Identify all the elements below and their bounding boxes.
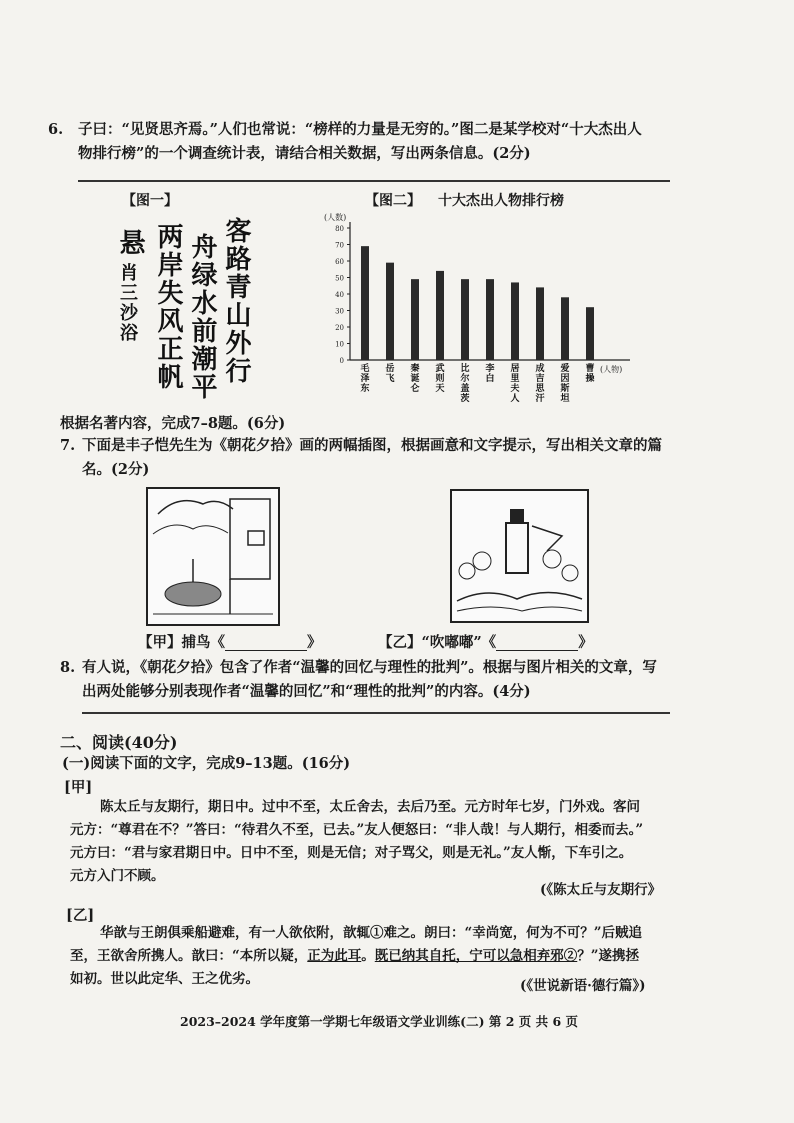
category-label-char: 思 (535, 384, 545, 394)
section-sub: (一)阅读下面的文字，完成9–13题。(16分) (62, 755, 351, 772)
bar (511, 282, 519, 360)
bar (386, 263, 394, 360)
section-heading: 二、阅读(40分) (60, 733, 178, 752)
figure1-label: 【图一】 (122, 193, 178, 209)
page-footer: 2023–2024 学年度第一学期七年级语文学业训练(二) 第 2 页 共 6 页 (180, 1014, 579, 1029)
category-label-char: 飞 (385, 374, 395, 384)
illustration-jia (146, 487, 280, 626)
bar (561, 297, 569, 360)
passage-jia-line-2: 元方：“尊君在不？”答曰：“待君久不至，已去。”友人便怒曰：“非人哉！与人期行，相委而去。” (70, 822, 644, 838)
ranking-bar-chart (320, 210, 650, 405)
y-tick-label: 20 (335, 324, 344, 332)
caption-yi-text: 【乙】“吹嘟嘟”《 (378, 634, 497, 651)
y-tick-label: 60 (335, 258, 344, 266)
y-tick-label: 30 (335, 307, 344, 316)
passage-yi-line-2-b: 。 (361, 948, 375, 964)
calligraphy-col-2: 舟绿水前潮平 (187, 233, 217, 401)
category-label-char: 因 (560, 374, 570, 384)
category-label-char: 秦 (410, 364, 420, 374)
category-label-char: 比 (460, 364, 470, 374)
divider-2 (82, 712, 670, 714)
q6-number: 6. (48, 121, 64, 138)
caption-yi-close: 》 (578, 634, 593, 651)
passage-yi-line-1: 华歆与王朗俱乘船避难，有一人欲依附，歆辄①难之。朗曰：“幸尚宽，何为不可？”后贼追 (100, 925, 643, 941)
category-label-char: 诞 (410, 374, 420, 384)
bird-catching-drawing (148, 489, 278, 624)
q8-line2: 出两处能够分别表现作者“温馨的回忆”和“理性的批判”的内容。(4分) (82, 683, 531, 700)
passage-yi-line-2-c: ？”遂携拯 (577, 948, 640, 964)
intro-7-8: 根据名著内容，完成7–8题。(6分) (60, 415, 286, 432)
parade-drawing (452, 491, 587, 621)
category-label-char: 汗 (535, 394, 545, 404)
calligraphy-col-3: 两岸失风正帆 (153, 223, 183, 391)
category-label-char: 则 (435, 374, 445, 384)
y-tick-label: 0 (339, 357, 344, 365)
calligraphy-col-1: 客路青山外行 (221, 217, 251, 385)
bar (436, 271, 444, 360)
category-label-char: 人 (510, 394, 520, 404)
answer-blank-yi[interactable] (496, 636, 578, 651)
q7-number: 7. (60, 437, 76, 454)
y-tick-label: 80 (335, 225, 344, 233)
caption-jia-text: 【甲】捕鸟《 (138, 634, 225, 651)
figure2-label: 【图二】 (365, 193, 421, 209)
category-label-char: 夫 (510, 384, 520, 394)
passage-yi-line-2-a: 至，王欲舍所携人。歆曰：“本所以疑， (70, 948, 308, 964)
y-tick-label: 50 (335, 274, 344, 283)
calligraphy-col-4: 悬 (115, 229, 145, 257)
underlined-phrase-1: 正为此耳 (307, 948, 362, 964)
bar (486, 279, 494, 360)
category-label-char: 里 (510, 374, 520, 384)
category-label-char: 坦 (560, 394, 570, 404)
q7-line2: 名。(2分) (82, 461, 150, 478)
category-label-char: 斯 (560, 384, 570, 394)
illustration-yi (450, 489, 589, 623)
caption-jia (138, 631, 322, 655)
passage-yi-line-2 (70, 945, 639, 968)
figure2-title: 十大杰出人物排行榜 (438, 193, 564, 209)
category-label-char: 毛 (360, 364, 370, 374)
category-label-char: 岳 (385, 364, 395, 374)
category-label-char: 泽 (360, 374, 370, 384)
q6-line2: 物排行榜”的一个调查统计表，请结合相关数据，写出两条信息。(2分) (78, 145, 531, 162)
y-tick-label: 10 (335, 340, 344, 349)
category-label-char: 茨 (460, 394, 470, 404)
passage-yi-label: [乙] (66, 907, 95, 924)
divider-1 (78, 180, 670, 182)
answer-blank-jia[interactable] (225, 636, 307, 651)
category-label-char: 白 (485, 374, 495, 384)
passage-yi-line-3: 如初。世以此定华、王之优劣。 (70, 971, 259, 987)
x-axis-label: (人物) (600, 365, 623, 374)
passage-jia-line-3: 元方曰：“君与家君期日中。日中不至，则是无信；对子骂父，则是无礼。”友人惭，下车引之。 (70, 845, 633, 861)
category-label-char: 仑 (410, 384, 420, 394)
category-label-char: 居 (510, 364, 520, 374)
calligraphy-signature: 肖三沙浴 (117, 263, 138, 343)
bar (586, 307, 594, 360)
y-tick-label: 70 (335, 241, 344, 250)
caption-jia-close: 》 (307, 634, 322, 651)
passage-yi-source: (《世说新语·德行篇》) (520, 978, 646, 994)
passage-jia-line-1: 陈太丘与友期行，期日中。过中不至，太丘舍去，去后乃至。元方时年七岁，门外戏。客问 (100, 799, 640, 815)
bar (411, 279, 419, 360)
category-label-char: 盖 (460, 384, 470, 394)
category-label-char: 曹 (585, 364, 595, 374)
category-label-char: 吉 (535, 374, 545, 384)
q8-number: 8. (60, 659, 76, 676)
passage-jia-label: [甲] (64, 779, 93, 796)
underlined-phrase-2: 既已纳其自托，宁可以急相弃邪② (374, 948, 578, 964)
q8-line1: 有人说，《朝花夕拾》包含了作者“温馨的回忆与理性的批判”。根据与图片相关的文章，写 (82, 659, 657, 676)
category-label-char: 李 (485, 364, 495, 374)
caption-yi (378, 631, 593, 655)
category-label-char: 东 (360, 384, 370, 394)
calligraphy-image (100, 215, 260, 405)
category-label-char: 操 (585, 374, 595, 384)
bar (461, 279, 469, 360)
y-tick-label: 40 (335, 291, 344, 299)
q6-line1: 子曰：“见贤思齐焉。”人们也常说：“榜样的力量是无穷的。”图二是某学校对“十大杰出人 (78, 121, 642, 138)
category-label-char: 尔 (460, 374, 470, 384)
q7-line1: 下面是丰子恺先生为《朝花夕拾》画的两幅插图，根据画意和文字提示，写出相关文章的篇 (82, 437, 662, 454)
y-axis-label: (人数) (324, 213, 347, 222)
category-label-char: 成 (535, 364, 545, 374)
bar (361, 246, 369, 360)
bar (536, 287, 544, 360)
passage-jia-line-4: 元方入门不顾。 (70, 868, 165, 884)
category-label-char: 天 (435, 384, 445, 394)
category-label-char: 爱 (560, 364, 570, 374)
passage-jia-source: (《陈太丘与友期行》 (540, 882, 662, 898)
category-label-char: 武 (435, 364, 445, 374)
